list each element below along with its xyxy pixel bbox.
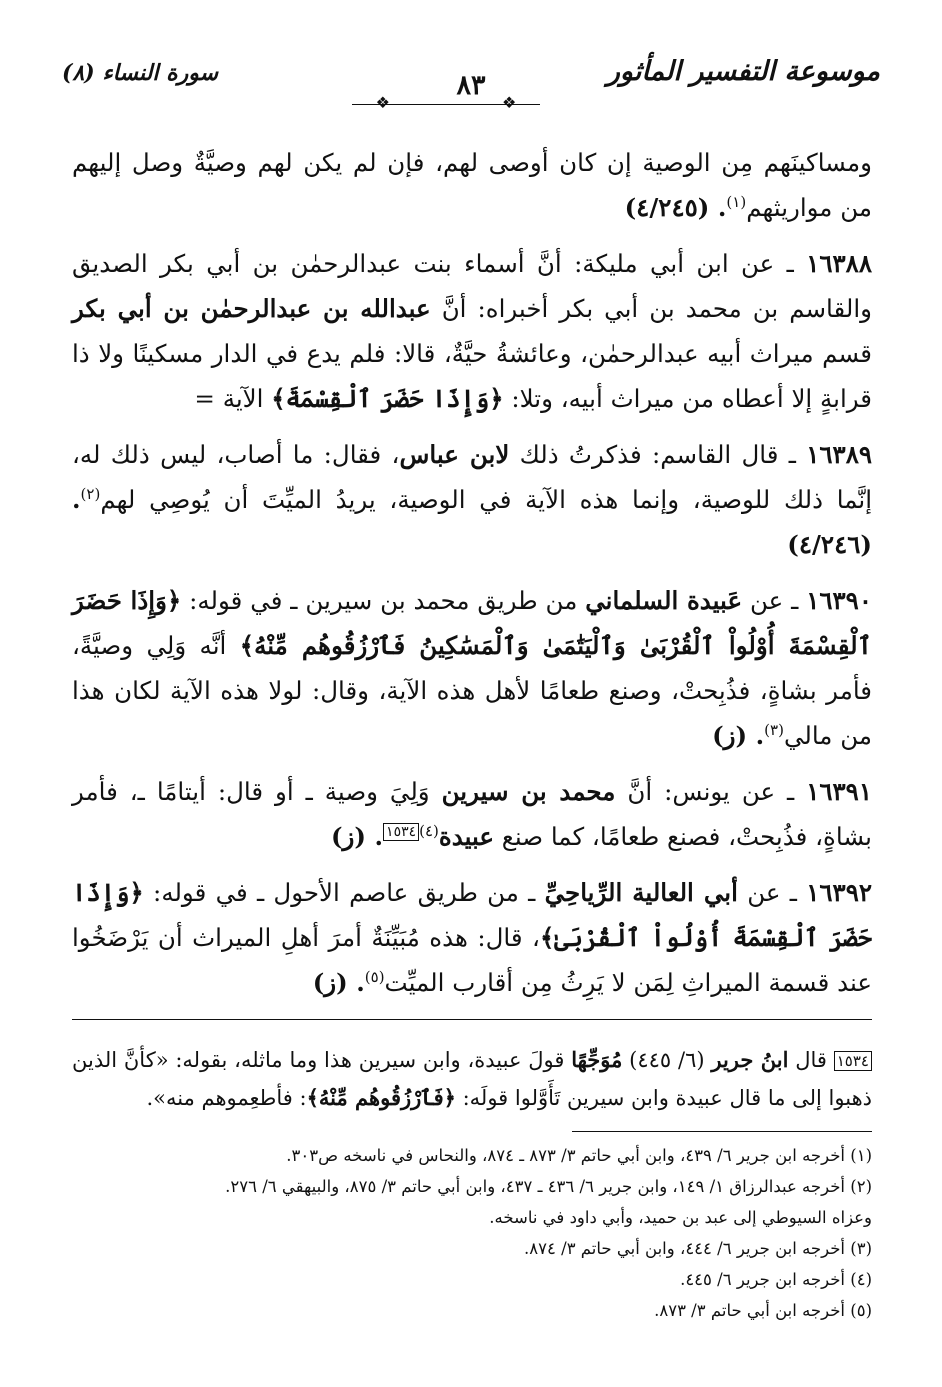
paragraph-continuation (72, 140, 872, 230)
quran-quote: ﴿فَٱرْزُقُوهُم مِّنْهُ﴾ (306, 1085, 456, 1110)
scholar-name: ابنُ جرير (711, 1047, 789, 1072)
quran-quote: ﴿وَإِذَا حَضَرَ ٱلْقِسْمَةَ أُوْلُواْ ٱلْقُرْبَىٰ﴾ (72, 878, 872, 952)
note-text: قال (788, 1048, 834, 1072)
paragraph-text: ومساكينَهم مِن الوصية إن كان أوصى لهم، فإن لم يكن لهم وصيَّةٌ وصل إليهم من مواريثهم (72, 148, 872, 222)
footnote-item: (٢) أخرجه عبدالرزاق ١/ ١٤٩، وابن جرير ٦/ ٤٣٦ ـ ٤٣٧، وابن أبي حاتم ٣/ ٨٧٥، والبيهقي ٦/ ٢٧٦. (225, 1177, 872, 1196)
footnote-marker: (٢) (80, 484, 101, 503)
note-text: : فأطعِموهم منه». (146, 1086, 307, 1110)
footnote-item: (١) أخرجه ابن جرير ٦/ ٤٣٩، وابن أبي حاتم ٣/ ٨٧٣ ـ ٨٧٤، والنحاس في ناسخه ص٣٠٣. (286, 1146, 872, 1165)
narrator-name: لابن عباس (399, 440, 510, 469)
narrator-name: عبيدة (438, 822, 495, 851)
footnote-marker: (٥) (364, 967, 385, 986)
footnote-item: (٥) أخرجه ابن أبي حاتم ٣/ ٨٧٣. (654, 1301, 872, 1320)
volume-reference: . (٤/٢٤٥) (624, 193, 727, 222)
footnote-item: (٤) أخرجه ابن جرير ٦/ ٤٤٥. (680, 1270, 872, 1289)
quran-quote: ﴿وَإِذَا حَضَرَ ٱلْقِسْمَةَ أُوْلُواْ ٱلْقُرْبَىٰ وَٱلْيَتَٰمَىٰ وَٱلْمَسَٰكِينُ فَٱرْزُقُوهُم مِّنْهُ﴾ (72, 586, 872, 660)
narration-16389 (72, 432, 872, 567)
commentary-box-number[interactable]: ١٥٣٤ (383, 823, 419, 841)
main-text (72, 140, 872, 1138)
narration-text: قسم ميراث أبيه عبدالرحمٰن، وعائشةُ حيَّةٌ، قالا: فلم يدع في الدار مسكينًا ولا ذا قرابةٍ إلا أعطاه من ميراث أبيه، وتلا: (72, 339, 872, 413)
narration-text: من طريق محمد بن سيرين ـ في قوله: (181, 586, 586, 615)
note-text: (٦/ ٤٤٥) (622, 1048, 712, 1072)
footnote-item: وعزاه السيوطي إلى عبد بن حميد، وأبي داود في ناسخه. (489, 1208, 872, 1227)
page-header (62, 52, 880, 112)
narration-text: ، قال: هذه مُبَيِّنَةٌ أمرَ أهلِ الميراث أن يَرْضَخُوا عند قسمة الميراثِ لِمَن لا يَرِثُ مِن أقارب الميِّت (72, 923, 872, 997)
narration-16388 (72, 241, 872, 421)
quran-quote: ﴿وَإِذَا حَضَرَ ٱلْقِسْمَةَ﴾ (271, 384, 504, 413)
volume-reference: . (٤/٢٤٦) (72, 485, 872, 559)
page-number: ٨٣ (456, 70, 486, 101)
narration-number: ١٦٣٨٩ (806, 440, 873, 469)
header-rule-left (352, 104, 502, 105)
narration-text: ـ عن ابن أبي مليكة: أنَّ أسماء بنت عبدالرحمٰن بن أبي بكر الصديق والقاسم بن محمد بن أبي بكر أخبراه: أنَّ (72, 249, 872, 323)
narration-text: ـ من طريق عاصم الأحول ـ في قوله: (143, 878, 545, 907)
footnote-divider (572, 1131, 872, 1132)
narration-16390 (72, 578, 872, 758)
footnote-marker: (٤) (419, 821, 439, 840)
book-title: موسوعة التفسير المأثور (606, 56, 880, 87)
footnote-marker: (٣) (764, 720, 784, 739)
ornament-icon: ❖ (502, 93, 517, 112)
narration-number: ١٦٣٩٢ (806, 878, 873, 907)
commentary-note (72, 1041, 872, 1117)
footnote-marker: (١) (726, 192, 747, 211)
narration-text: ـ عن (737, 878, 807, 907)
narration-16391 (72, 769, 872, 859)
footnotes (72, 1140, 872, 1326)
source-code: . (ز) (330, 822, 384, 851)
narration-text: ، فقال: ما أصاب، ليس ذلك له، إنَّما ذلك للوصية، وإنما هذه الآية في الوصية، يريدُ الميِّتَ أن يُوصِي لهم (72, 440, 872, 514)
note-term: مُوَجِّهًا (571, 1047, 623, 1072)
narration-16392 (72, 870, 872, 1005)
narration-number: ١٦٣٩٠ (806, 586, 872, 615)
narrator-name: محمد بن سيرين (441, 777, 616, 806)
narration-number: ١٦٣٨٨ (806, 249, 872, 278)
narration-number: ١٦٣٩١ (806, 777, 872, 806)
commentary-box-number: ١٥٣٤ (834, 1051, 872, 1071)
narration-text: أنَّه وَلِي وصيَّةً، فأمر بشاةٍ، فذُبِحتْ، وصنع طعامًا لأهل هذه الآية، وقال: لولا هذه الآية لكان هذا من مالي (72, 631, 872, 750)
ornament-icon: ❖ (375, 93, 390, 112)
surah-title: سورة النساء (٨) (62, 60, 219, 86)
narration-text: وَلِيَ وصية ـ أو قال: أيتامًا ـ، فأمر بشاةٍ، فذُبِحتْ، فصنع طعامًا، كما صنع (72, 777, 872, 851)
note-text: قولَ عبيدة، وابن سيرين هذا وما ماثله، بقوله: «كأنَّ الذين ذهبوا إلى ما قال عبيدة وابن سيرين تَأَوَّلوا قولَه: (72, 1048, 872, 1110)
source-code: . (ز) (712, 721, 765, 750)
section-divider (72, 1019, 872, 1020)
narrator-name: عبدالله بن عبدالرحمٰن بن أبي بكر (72, 294, 431, 323)
narration-text: الآية = (194, 384, 272, 413)
narration-text: ـ عن يونس: أنَّ (615, 777, 807, 806)
narration-text: ـ قال القاسم: فذكرتُ ذلك (509, 440, 807, 469)
narration-text: ـ عن (742, 586, 807, 615)
source-code: . (ز) (312, 968, 365, 997)
narrator-name: عَبيدة السلماني (585, 586, 743, 615)
narrator-name: أبي العالية الرِّياحِيِّ (544, 878, 738, 907)
footnote-item: (٣) أخرجه ابن جرير ٦/ ٤٤٤، وابن أبي حاتم ٣/ ٨٧٤. (524, 1239, 872, 1258)
